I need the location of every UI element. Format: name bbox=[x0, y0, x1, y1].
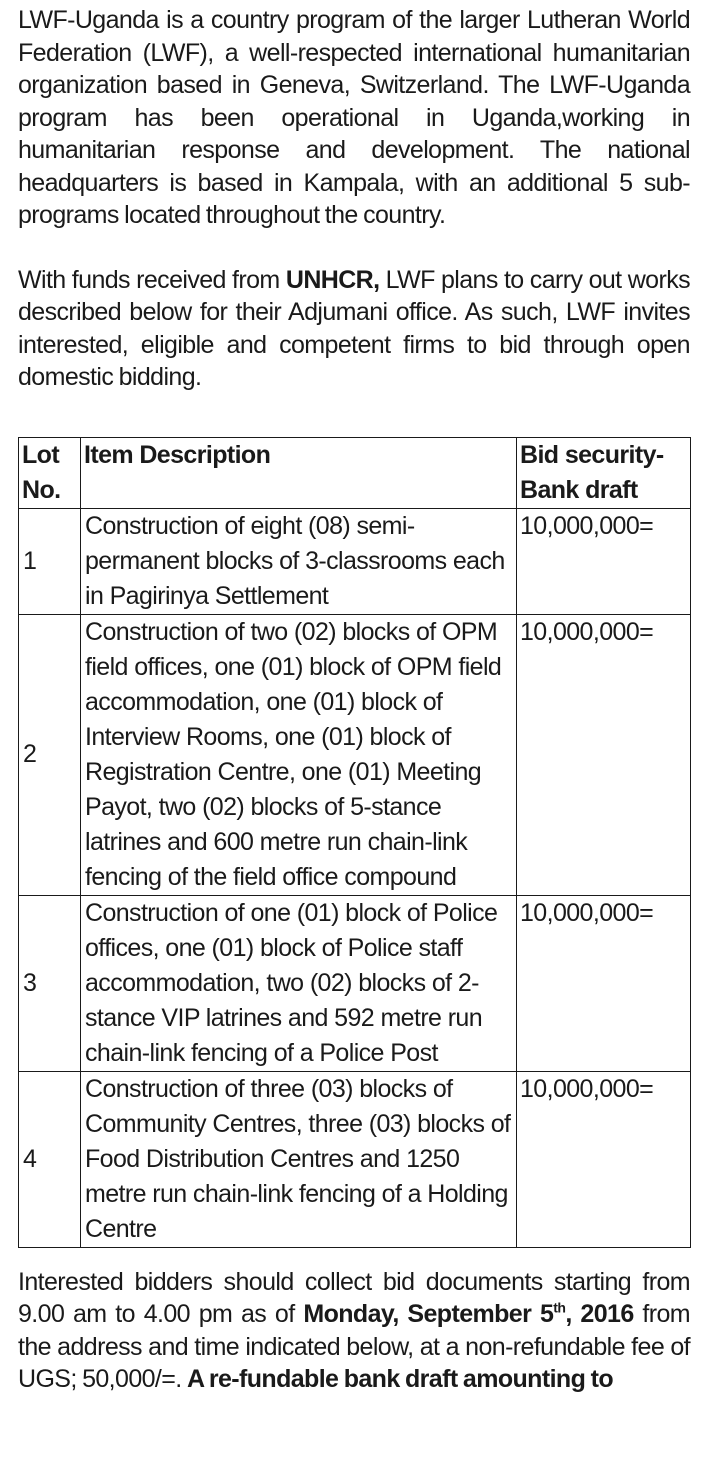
header-lot-no: Lot No. bbox=[19, 437, 81, 508]
collection-paragraph bbox=[18, 1266, 690, 1396]
lot-description: Construction of three (03) blocks of Community Centres, three (03) blocks of Food Distribution Centres and 1250 metre run chain-link fencing of a Holding Centre bbox=[81, 1071, 517, 1247]
collection-part1: Interested bidders should collect bid documents starting from 9.00 am to 4.00 pm as of bbox=[18, 1267, 690, 1328]
funding-suffix: LWF plans to carry out works described below for their Adjumani office. As such, LWF invites interested, eligible and competent firms to bid through open domestic bidding. bbox=[18, 265, 690, 391]
funding-paragraph bbox=[18, 264, 690, 394]
lot-bid-security: 10,000,000= bbox=[517, 508, 691, 614]
collection-date-main: Monday, September 5 bbox=[303, 1300, 554, 1328]
collection-date-year: , 2016 bbox=[565, 1300, 634, 1328]
lots-table bbox=[18, 437, 691, 1248]
collection-date-suffix: th bbox=[553, 1299, 566, 1316]
lot-description: Construction of one (01) block of Police offices, one (01) block of Police staff accommodation, two (02) blocks of 2-stance VIP latrines and 592 metre run chain-link fencing of a Police Post bbox=[81, 895, 517, 1071]
tender-notice bbox=[18, 0, 690, 1396]
lot-bid-security: 10,000,000= bbox=[517, 895, 691, 1071]
lot-description: Construction of eight (08) semi-permanent blocks of 3-classrooms each in Pagirinya Settlement bbox=[81, 508, 517, 614]
lot-bid-security: 10,000,000= bbox=[517, 1071, 691, 1247]
header-bid-security: Bid security-Bank draft bbox=[517, 437, 691, 508]
collection-part2: from the address and time indicated below, at a non-refundable fee of UGS; 50,000/=. bbox=[18, 1300, 690, 1393]
funder-name: UNHCR, bbox=[285, 265, 380, 294]
lot-number: 4 bbox=[19, 1071, 81, 1247]
table-row bbox=[19, 508, 691, 614]
lot-bid-security: 10,000,000= bbox=[517, 614, 691, 895]
table-row bbox=[19, 1071, 691, 1247]
lot-number: 1 bbox=[19, 508, 81, 614]
table-row bbox=[19, 895, 691, 1071]
collection-date bbox=[303, 1300, 633, 1328]
header-item-description: Item Description bbox=[81, 437, 517, 508]
table-header-row bbox=[19, 437, 691, 508]
funding-prefix: With funds received from bbox=[18, 265, 286, 294]
table-row bbox=[19, 614, 691, 895]
lot-description: Construction of two (02) blocks of OPM field offices, one (01) block of OPM field accommodation, one (01) block of Interview Rooms, one (01) block of Registration Centre, one (01) Meeting Payot, two (02) blocks of 5-stance latrines and 600 metre run chain-link fencing of the field office compound bbox=[81, 614, 517, 895]
intro-paragraph: LWF-Uganda is a country program of the larger Lutheran World Federation (LWF), a well-respected international humanitarian organization based in Geneva, Switzerland. The LWF-Uganda program has been operational in Uganda,working in humanitarian response and development. The national headquarters is based in Kampala, with an additional 5 sub-programs located throughout the country. bbox=[18, 6, 690, 229]
lot-number: 3 bbox=[19, 895, 81, 1071]
lot-number: 2 bbox=[19, 614, 81, 895]
bank-draft-notice: A re-fundable bank draft amounting to bbox=[186, 1365, 614, 1393]
